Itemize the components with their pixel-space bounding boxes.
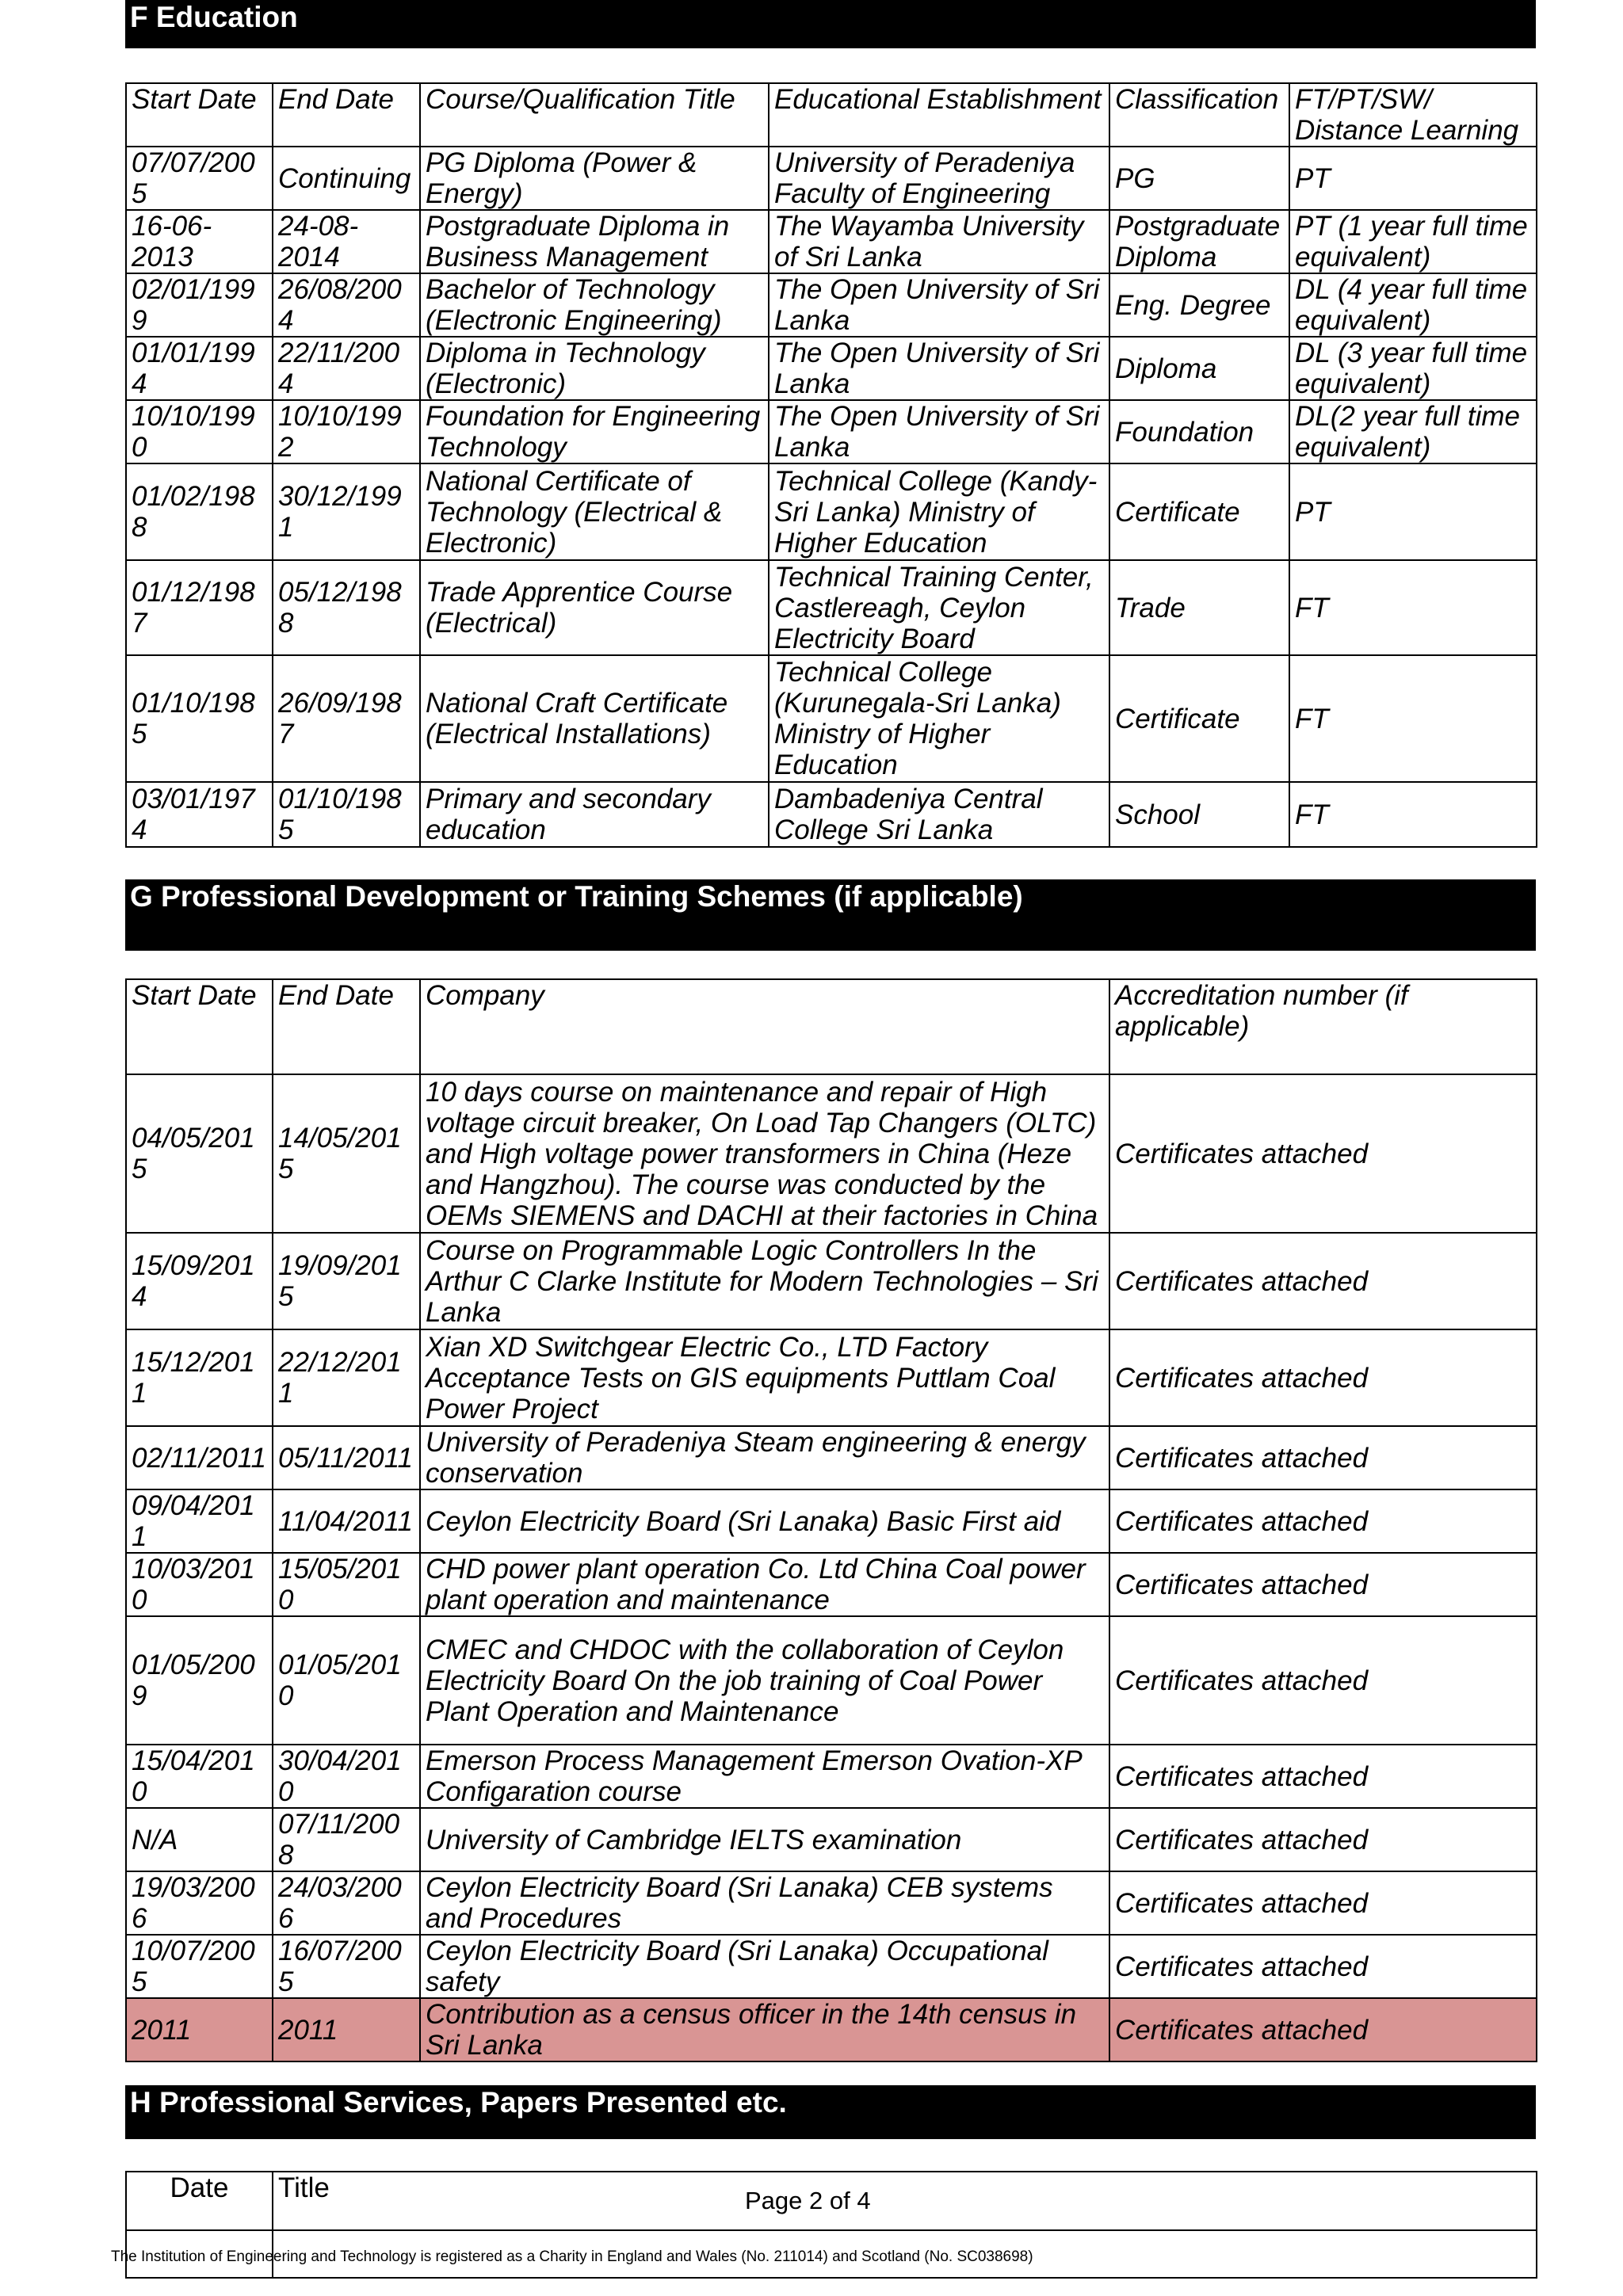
table-row [126, 463, 1537, 560]
page-number: Page 2 of 4 [745, 2187, 871, 2214]
column-header: End Date [273, 83, 420, 147]
table-cell: The Open University of Sri Lanka [769, 273, 1109, 337]
table-cell: CMEC and CHDOC with the collaboration of Ceylon Electricity Board On the job training of Coal Power Plant Operation and Maintenance [420, 1616, 1109, 1745]
table-cell: Xian XD Switchgear Electric Co., LTD Factory Acceptance Tests on GIS equipments Puttlam Coal Power Project [420, 1329, 1109, 1426]
table-cell: DL (3 year full time equivalent) [1289, 337, 1537, 400]
table-cell: 26/08/2004 [273, 273, 420, 337]
table-cell: 10/03/2010 [126, 1553, 273, 1616]
column-header: FT/PT/SW/ Distance Learning [1289, 83, 1537, 147]
table-cell: 15/09/2014 [126, 1233, 273, 1329]
table-cell: 10/10/1992 [273, 400, 420, 463]
table-cell: Certificates attached [1109, 1616, 1537, 1745]
table-cell: PT (1 year full time equivalent) [1289, 210, 1537, 273]
table-cell: Technical Training Center, Castlereagh, Ceylon Electricity Board [769, 560, 1109, 655]
table-cell: 10/07/2005 [126, 1935, 273, 1998]
table-row [126, 782, 1537, 847]
table-cell: Certificate [1109, 463, 1289, 560]
table-cell: 16/07/2005 [273, 1935, 420, 1998]
table-row [126, 1329, 1537, 1426]
column-header: Start Date [126, 979, 273, 1074]
column-header: Start Date [126, 83, 273, 147]
table-row [126, 1745, 1537, 1808]
table-cell: Diploma [1109, 337, 1289, 400]
table-cell: 05/12/1988 [273, 560, 420, 655]
table-row [126, 1808, 1537, 1871]
table-cell: 01/10/1985 [273, 782, 420, 847]
table-cell: Foundation for Engineering Technology [420, 400, 769, 463]
table-cell: 14/05/2015 [273, 1074, 420, 1233]
table-cell: Contribution as a census officer in the 14th census in Sri Lanka [420, 1998, 1109, 2061]
table-cell: 01/10/1985 [126, 655, 273, 782]
table-cell: Primary and secondary education [420, 782, 769, 847]
table-cell: National Craft Certificate (Electrical Installations) [420, 655, 769, 782]
services-header-title: Title [273, 2172, 1537, 2230]
table-row [126, 1489, 1537, 1553]
table-cell: Certificate [1109, 655, 1289, 782]
table-cell: 22/11/2004 [273, 337, 420, 400]
charity-note: The Institution of Engineering and Technology is registered as a Charity in England and Wales (No. 211014) and Scotland (No. SC038698) [111, 2248, 1033, 2265]
table-row [126, 1871, 1537, 1935]
column-header: End Date [273, 979, 420, 1074]
table-cell: 24-08-2014 [273, 210, 420, 273]
table-cell: 02/01/1999 [126, 273, 273, 337]
table-cell: 07/07/2005 [126, 147, 273, 210]
table-cell: CHD power plant operation Co. Ltd China Coal power plant operation and maintenance [420, 1553, 1109, 1616]
table-cell: 11/04/2011 [273, 1489, 420, 1553]
table-cell: FT [1289, 655, 1537, 782]
table-cell: 24/03/2006 [273, 1871, 420, 1935]
services-header-date: Date [126, 2172, 273, 2230]
table-row [126, 400, 1537, 463]
table-row [126, 1935, 1537, 1998]
table-row [126, 273, 1537, 337]
table-cell: DL(2 year full time equivalent) [1289, 400, 1537, 463]
table-cell: 01/05/2010 [273, 1616, 420, 1745]
column-header: Educational Establishment [769, 83, 1109, 147]
table-row [126, 1426, 1537, 1489]
table-cell: Certificates attached [1109, 1074, 1537, 1233]
table-cell: 01/12/1987 [126, 560, 273, 655]
table-cell: 07/11/2008 [273, 1808, 420, 1871]
table-cell: 04/05/2015 [126, 1074, 273, 1233]
table-cell: 05/11/2011 [273, 1426, 420, 1489]
table-cell: Ceylon Electricity Board (Sri Lanaka) Occupational safety [420, 1935, 1109, 1998]
table-cell: Dambadeniya Central College Sri Lanka [769, 782, 1109, 847]
table-cell: 15/05/2010 [273, 1553, 420, 1616]
table-cell: Eng. Degree [1109, 273, 1289, 337]
table-cell: 15/04/2010 [126, 1745, 273, 1808]
table-cell: Postgraduate Diploma in Business Management [420, 210, 769, 273]
table-cell: PG [1109, 147, 1289, 210]
table-cell: Certificates attached [1109, 1871, 1537, 1935]
table-cell: DL (4 year full time equivalent) [1289, 273, 1537, 337]
table-cell: Technical College (Kurunegala-Sri Lanka) Ministry of Higher Education [769, 655, 1109, 782]
table-cell: FT [1289, 782, 1537, 847]
column-header: Course/Qualification Title [420, 83, 769, 147]
table-row [126, 1616, 1537, 1745]
table-cell: Course on Programmable Logic Controllers In the Arthur C Clarke Institute for Modern Technologies – Sri Lanka [420, 1233, 1109, 1329]
education-table [125, 82, 1537, 848]
table-cell: Postgraduate Diploma [1109, 210, 1289, 273]
table-cell: 30/04/2010 [273, 1745, 420, 1808]
table-cell: The Open University of Sri Lanka [769, 337, 1109, 400]
table-cell: Certificates attached [1109, 1329, 1537, 1426]
section-header-training: G Professional Development or Training Schemes (if applicable) [125, 879, 1536, 951]
table-cell: N/A [126, 1808, 273, 1871]
table-cell: Certificates attached [1109, 1935, 1537, 1998]
table-cell: 19/03/2006 [126, 1871, 273, 1935]
table-cell: Certificates attached [1109, 1808, 1537, 1871]
table-cell: Certificates attached [1109, 1553, 1537, 1616]
table-cell: PT [1289, 463, 1537, 560]
table-cell: FT [1289, 560, 1537, 655]
table-cell: Certificates attached [1109, 1489, 1537, 1553]
table-cell: University of Peradeniya Faculty of Engineering [769, 147, 1109, 210]
table-cell: 16-06-2013 [126, 210, 273, 273]
table-cell: 10 days course on maintenance and repair of High voltage circuit breaker, On Load Tap Changers (OLTC) and High voltage power transformers in China (Heze and Hangzhou). The course was conducted by the OEMs SIEMENS and DACHI at their factories in China [420, 1074, 1109, 1233]
table-cell: Certificates attached [1109, 1233, 1537, 1329]
table-row [126, 655, 1537, 782]
table-cell: 2011 [273, 1998, 420, 2061]
table-cell: 02/11/2011 [126, 1426, 273, 1489]
table-cell: Certificates attached [1109, 1745, 1537, 1808]
table-cell: 01/01/1994 [126, 337, 273, 400]
table-cell: Trade Apprentice Course (Electrical) [420, 560, 769, 655]
table-cell: 30/12/1991 [273, 463, 420, 560]
table-cell: Certificates attached [1109, 1998, 1537, 2061]
table-row [126, 147, 1537, 210]
table-cell: PG Diploma (Power & Energy) [420, 147, 769, 210]
table-cell: PT [1289, 147, 1537, 210]
table-cell: 01/02/1988 [126, 463, 273, 560]
table-cell: 19/09/2015 [273, 1233, 420, 1329]
table-cell: Diploma in Technology (Electronic) [420, 337, 769, 400]
table-row [126, 1553, 1537, 1616]
table-cell: Ceylon Electricity Board (Sri Lanaka) Basic First aid [420, 1489, 1109, 1553]
table-row [126, 210, 1537, 273]
table-cell: The Wayamba University of Sri Lanka [769, 210, 1109, 273]
column-header: Classification [1109, 83, 1289, 147]
table-cell: 22/12/2011 [273, 1329, 420, 1426]
table-row [126, 1233, 1537, 1329]
table-cell: Ceylon Electricity Board (Sri Lanaka) CEB systems and Procedures [420, 1871, 1109, 1935]
table-cell: The Open University of Sri Lanka [769, 400, 1109, 463]
table-cell: Foundation [1109, 400, 1289, 463]
section-header-education: F Education [125, 0, 1536, 48]
table-cell: 09/04/2011 [126, 1489, 273, 1553]
table-cell: University of Peradeniya Steam engineering & energy conservation [420, 1426, 1109, 1489]
table-cell: Trade [1109, 560, 1289, 655]
table-cell: Bachelor of Technology (Electronic Engineering) [420, 273, 769, 337]
table-cell: National Certificate of Technology (Electrical & Electronic) [420, 463, 769, 560]
training-table [125, 978, 1537, 2062]
table-cell: Continuing [273, 147, 420, 210]
table-cell: 01/05/2009 [126, 1616, 273, 1745]
table-cell: 15/12/2011 [126, 1329, 273, 1426]
column-header: Company [420, 979, 1109, 1074]
section-header-services: H Professional Services, Papers Presented etc. [125, 2085, 1536, 2139]
table-cell: 2011 [126, 1998, 273, 2061]
table-cell: Emerson Process Management Emerson Ovation-XP Configaration course [420, 1745, 1109, 1808]
table-cell: School [1109, 782, 1289, 847]
table-row [126, 560, 1537, 655]
table-cell: Certificates attached [1109, 1426, 1537, 1489]
table-cell: 26/09/1987 [273, 655, 420, 782]
column-header: Accreditation number (if applicable) [1109, 979, 1537, 1074]
table-cell: 03/01/1974 [126, 782, 273, 847]
table-row [126, 1998, 1537, 2061]
table-row [126, 337, 1537, 400]
table-row [126, 1074, 1537, 1233]
table-cell: University of Cambridge IELTS examination [420, 1808, 1109, 1871]
table-cell: Technical College (Kandy-Sri Lanka) Ministry of Higher Education [769, 463, 1109, 560]
table-cell: 10/10/1990 [126, 400, 273, 463]
